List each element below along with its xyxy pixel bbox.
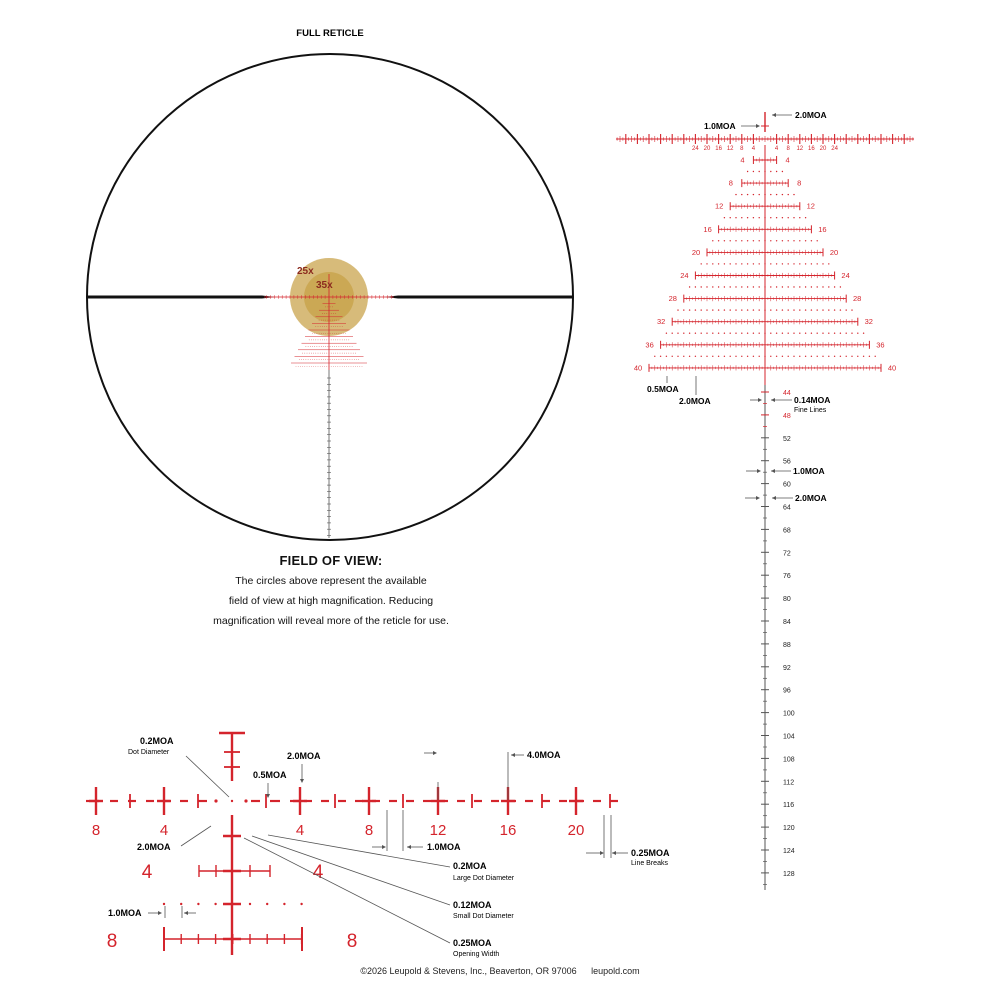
ladder-lower-label: 80 [783, 596, 791, 604]
crossbar-tick-label: 4 [751, 146, 756, 152]
fov-line-1: The circles above represent the available [235, 575, 427, 587]
ladder-row-label-left: 4 [740, 155, 745, 165]
callout-detail-2moa-left: 2.0MOA [137, 842, 171, 852]
ladder-row-label-right: 36 [876, 340, 885, 350]
fov-line-3: magnification will reveal more of the reticle for use. [213, 615, 449, 627]
crossbar-tick-label: 16 [715, 146, 722, 152]
ladder-lower-label: 84 [783, 619, 791, 626]
ladder-lower-label: 88 [783, 641, 791, 649]
ladder-lower-label: 44 [783, 390, 791, 397]
callout-dot-diameter-sub: Dot Diameter [128, 749, 170, 756]
detail-v-label-right: 4 [312, 862, 324, 883]
field-of-view-note [180, 553, 482, 631]
ladder-row-label-left: 8 [728, 178, 733, 188]
callout-dot-diameter: 0.2MOA [140, 736, 174, 746]
website: leupold.com [591, 966, 640, 976]
crossbar-tick-label: 4 [774, 146, 779, 152]
ladder-lower-label: 64 [783, 504, 791, 512]
detail-h-label: 8 [364, 822, 374, 839]
callout-top-1moa: 1.0MOA [704, 121, 736, 131]
crossbar-tick-label: 8 [740, 146, 744, 152]
ladder-lower-label: 128 [783, 870, 795, 878]
ladder-lower-label: 96 [783, 687, 791, 695]
ladder-lower-label: 52 [783, 435, 791, 443]
crossbar-tick-label: 12 [796, 146, 804, 152]
ladder-lower-label: 92 [783, 664, 791, 672]
crossbar-tick-label: 12 [726, 146, 734, 152]
ladder-row-label-left: 32 [657, 317, 666, 327]
callout-mid-1moa: 1.0MOA [793, 466, 825, 476]
detail-v-label-right-8: 8 [346, 931, 358, 952]
ladder-lower-label: 116 [783, 802, 795, 810]
full-reticle-title: FULL RETICLE [296, 28, 364, 39]
callout-line-breaks-sub: Line Breaks [631, 860, 668, 867]
crossbar-tick-label: 24 [692, 146, 699, 152]
ladder-lower-label: 56 [783, 458, 791, 466]
footer [0, 966, 1000, 976]
mag-label-25x: 25x [297, 266, 314, 277]
ladder-lower-label: 104 [783, 733, 795, 741]
detail-h-label: 4 [159, 822, 169, 839]
ladder-row-label-right: 24 [841, 271, 850, 280]
detail-h-label: 8 [91, 822, 101, 839]
detail-h-label: 20 [567, 822, 585, 839]
copyright: ©2026 Leupold & Stevens, Inc., Beaverton, OR 97006 [360, 966, 577, 976]
callout-opening-width: 0.25MOA [453, 938, 492, 948]
callout-mid-2moa: 2.0MOA [795, 493, 827, 503]
ladder-row-label-right: 28 [853, 294, 862, 304]
detail-callouts [108, 736, 670, 958]
ladder-lower-label: 72 [783, 550, 791, 558]
ladder-row-label-left: 16 [703, 224, 712, 234]
detail-h-label: 16 [499, 822, 517, 839]
callout-05moa: 0.5MOA [647, 384, 679, 394]
ladder-lower-label: 108 [783, 756, 795, 764]
ladder-lower-label: 100 [783, 710, 795, 718]
ladder-row-label-left: 28 [668, 294, 677, 304]
full-reticle-view [87, 54, 573, 540]
callout-detail-4moa: 4.0MOA [527, 750, 561, 760]
ladder-row-label-left: 12 [715, 201, 724, 211]
ladder-row-label-right: 20 [829, 247, 839, 257]
ladder-lower-label: 48 [783, 412, 791, 420]
callout-detail-05moa: 0.5MOA [253, 770, 287, 780]
ladder-reticle [616, 112, 914, 890]
callout-detail-2moa-top: 2.0MOA [287, 751, 321, 761]
detail-h-label: 12 [429, 822, 447, 839]
mini-ladder [264, 274, 394, 538]
detail-h-label: 4 [295, 822, 305, 839]
callout-detail-1moa-left: 1.0MOA [108, 908, 142, 918]
callout-small-dot: 0.12MOA [453, 900, 492, 910]
callout-small-dot-sub: Small Dot Diameter [453, 913, 514, 920]
ladder-row-label-right: 16 [818, 224, 827, 234]
crossbar-tick-label: 20 [819, 146, 827, 152]
field-of-view-heading: FIELD OF VIEW: [279, 553, 383, 568]
callout-detail-1moa: 1.0MOA [427, 842, 461, 852]
fov-line-2: field of view at high magnification. Reducing [228, 595, 434, 607]
callout-opening-width-sub: Opening Width [453, 951, 500, 958]
callout-top-2moa: 2.0MOA [795, 110, 827, 120]
ladder-lower-label: 124 [783, 848, 795, 855]
ladder-lower-label: 112 [783, 779, 795, 787]
ladder-row-label-left: 40 [633, 363, 643, 373]
crossbar-tick-label: 16 [808, 146, 815, 152]
callout-line-breaks: 0.25MOA [631, 848, 670, 858]
ladder-row-label-right: 4 [785, 155, 790, 165]
callout-fine-lines-sub: Fine Lines [794, 407, 827, 414]
ladder-lower-label: 68 [783, 527, 791, 535]
callout-left-2moa: 2.0MOA [679, 396, 711, 406]
ladder-row-label-right: 12 [806, 201, 815, 211]
detail-v-label-left-8: 8 [106, 931, 118, 952]
center-dot [231, 800, 233, 802]
crossbar-tick-label: 24 [831, 146, 838, 152]
callout-large-dot-sub: Large Dot Diameter [453, 875, 515, 882]
ladder-lower-label: 60 [783, 481, 791, 489]
ladder-row-label-left: 24 [680, 271, 689, 280]
crossbar-tick-label: 8 [786, 146, 790, 152]
detail-v-label-left: 4 [141, 862, 153, 883]
crossbar-tick-label: 20 [703, 146, 711, 152]
ladder-row-label-right: 8 [797, 178, 802, 188]
callout-large-dot: 0.2MOA [453, 861, 487, 871]
callout-fine-lines: 0.14MOA [794, 395, 831, 405]
ladder-row-label-left: 20 [691, 247, 701, 257]
ladder-lower-label: 76 [783, 573, 791, 581]
ladder-lower-label: 120 [783, 825, 795, 833]
ladder-callouts [647, 110, 830, 503]
mag-label-35x: 35x [316, 280, 333, 291]
ladder-row-label-right: 32 [864, 317, 873, 327]
ladder-row-label-left: 36 [645, 340, 654, 350]
ladder-row-label-right: 40 [887, 363, 897, 373]
